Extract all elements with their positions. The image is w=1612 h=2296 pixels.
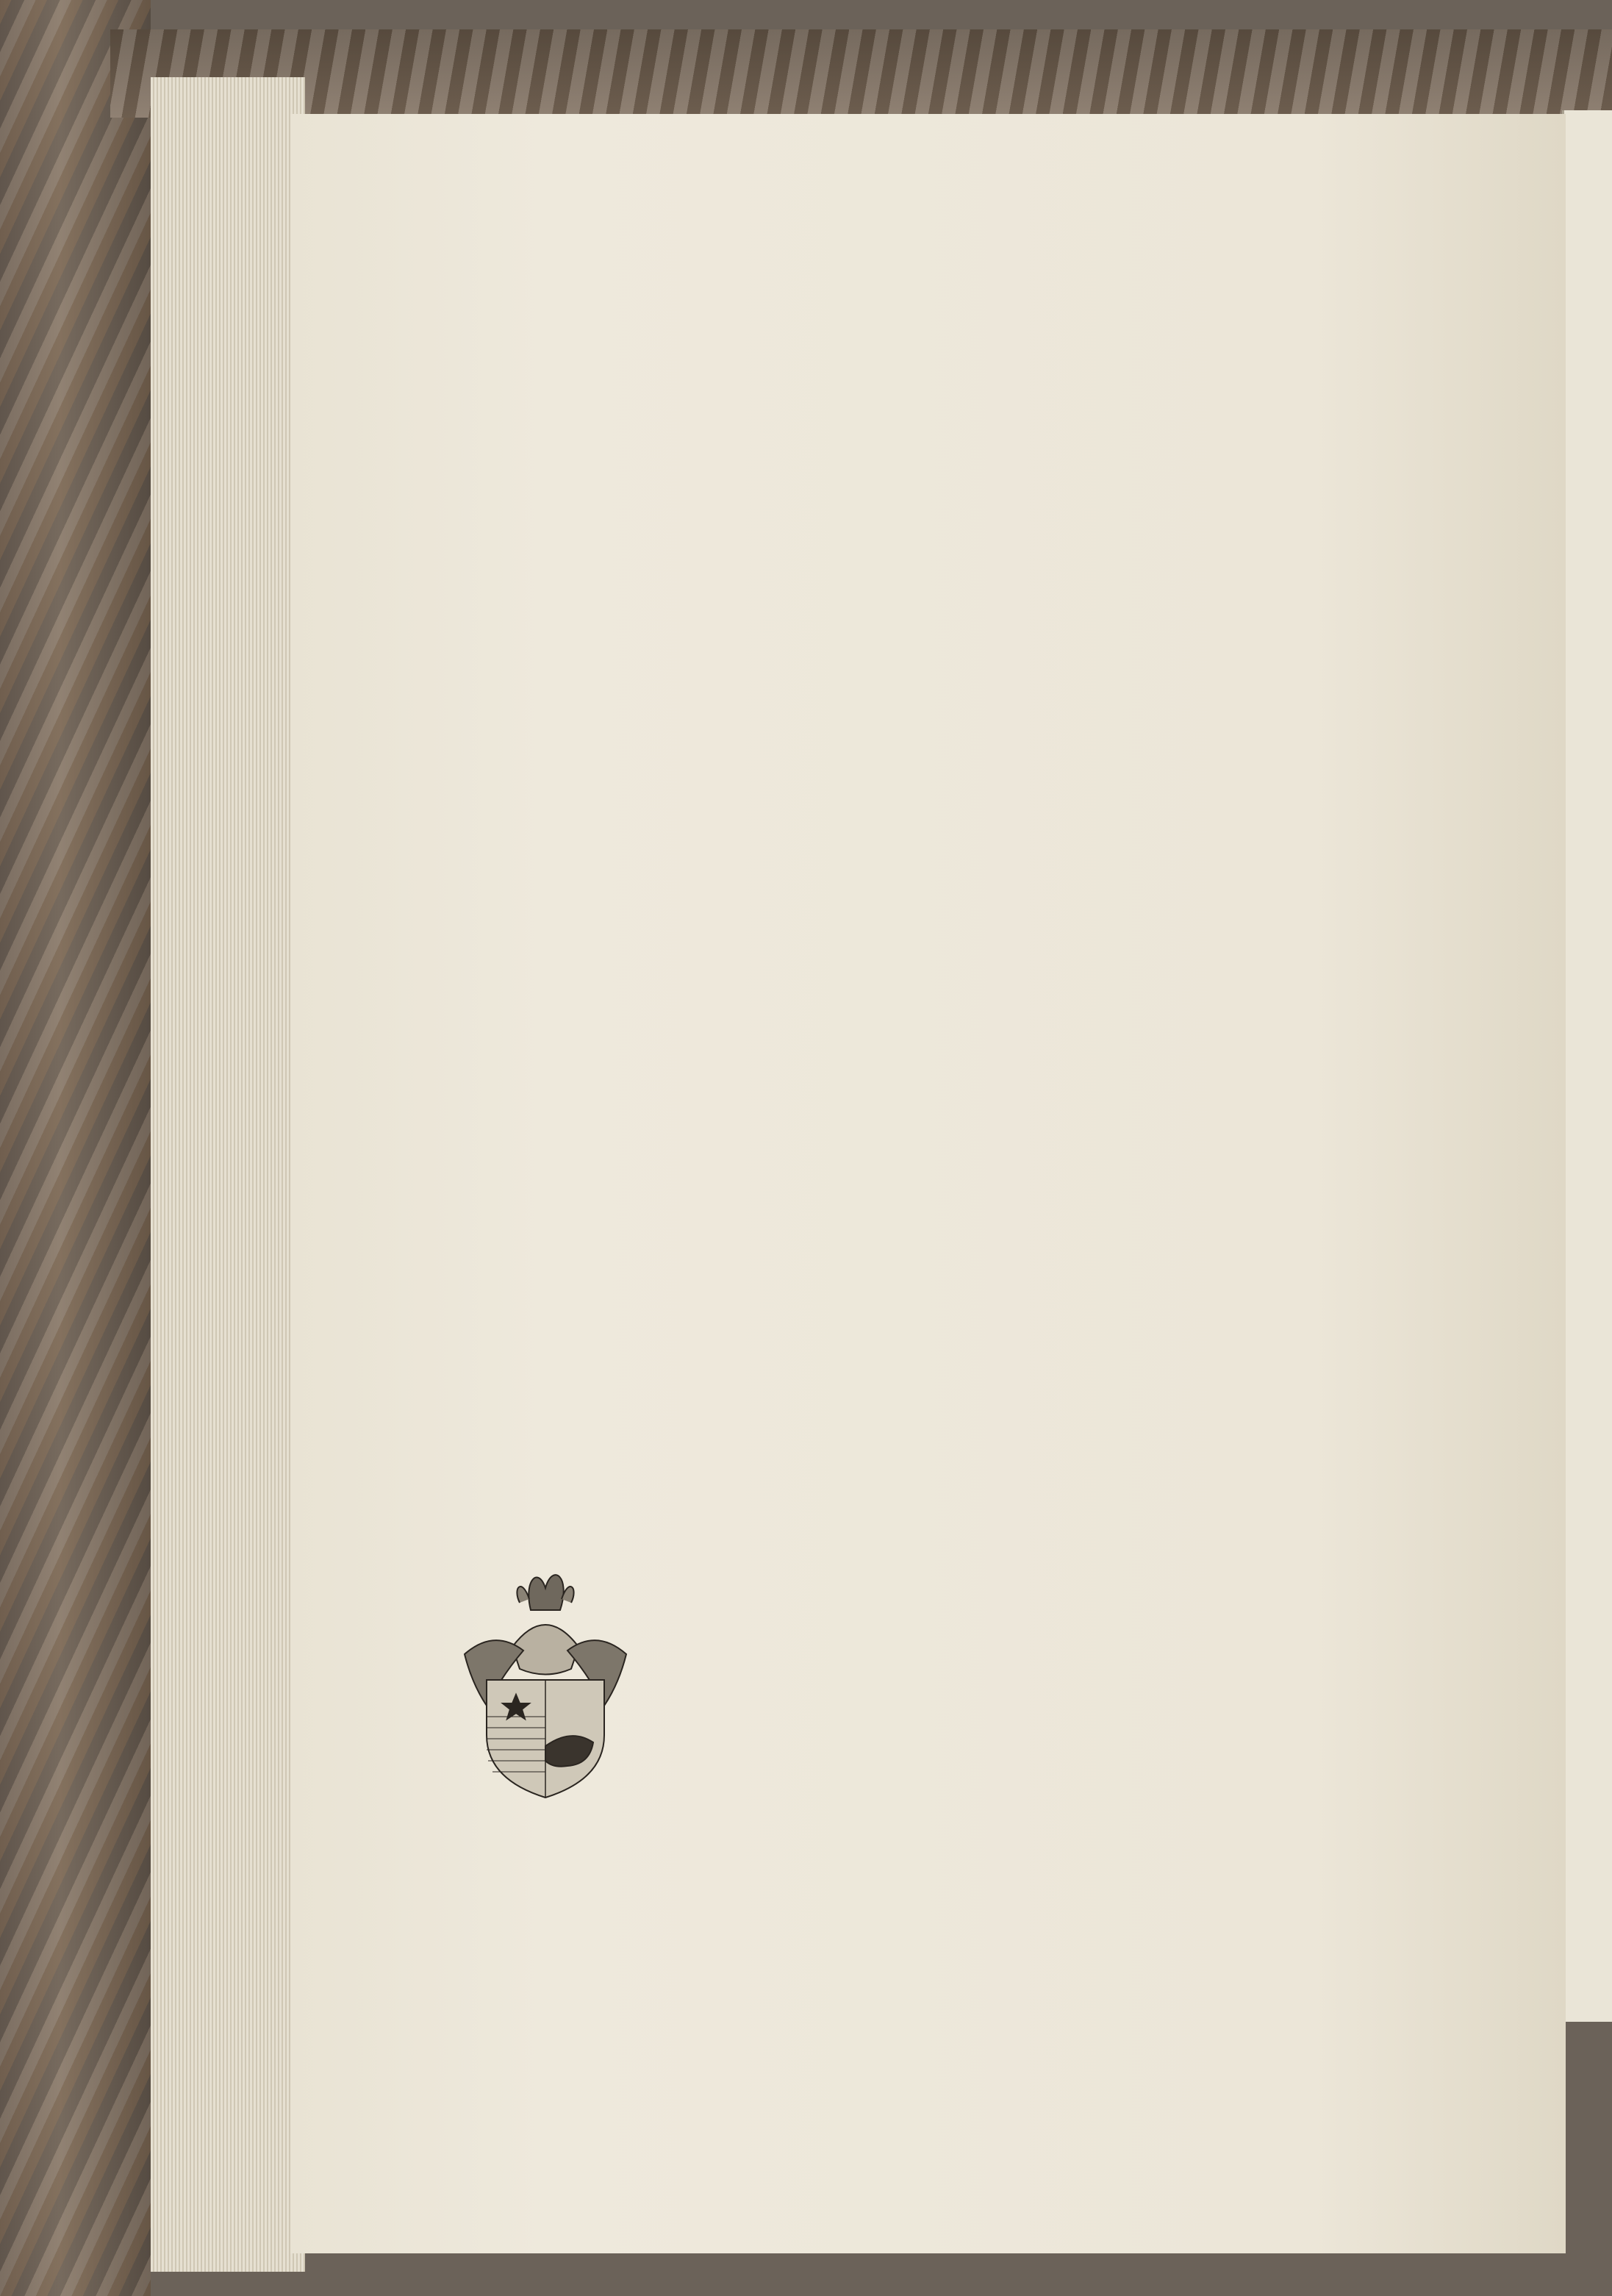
book-cover-marbled [0, 0, 151, 2296]
page [290, 114, 1566, 2253]
coat-of-arms-icon [443, 1559, 648, 1801]
book-edge-marbled [110, 29, 1612, 118]
facing-page [1562, 110, 1612, 2022]
page-edges [151, 77, 305, 2272]
